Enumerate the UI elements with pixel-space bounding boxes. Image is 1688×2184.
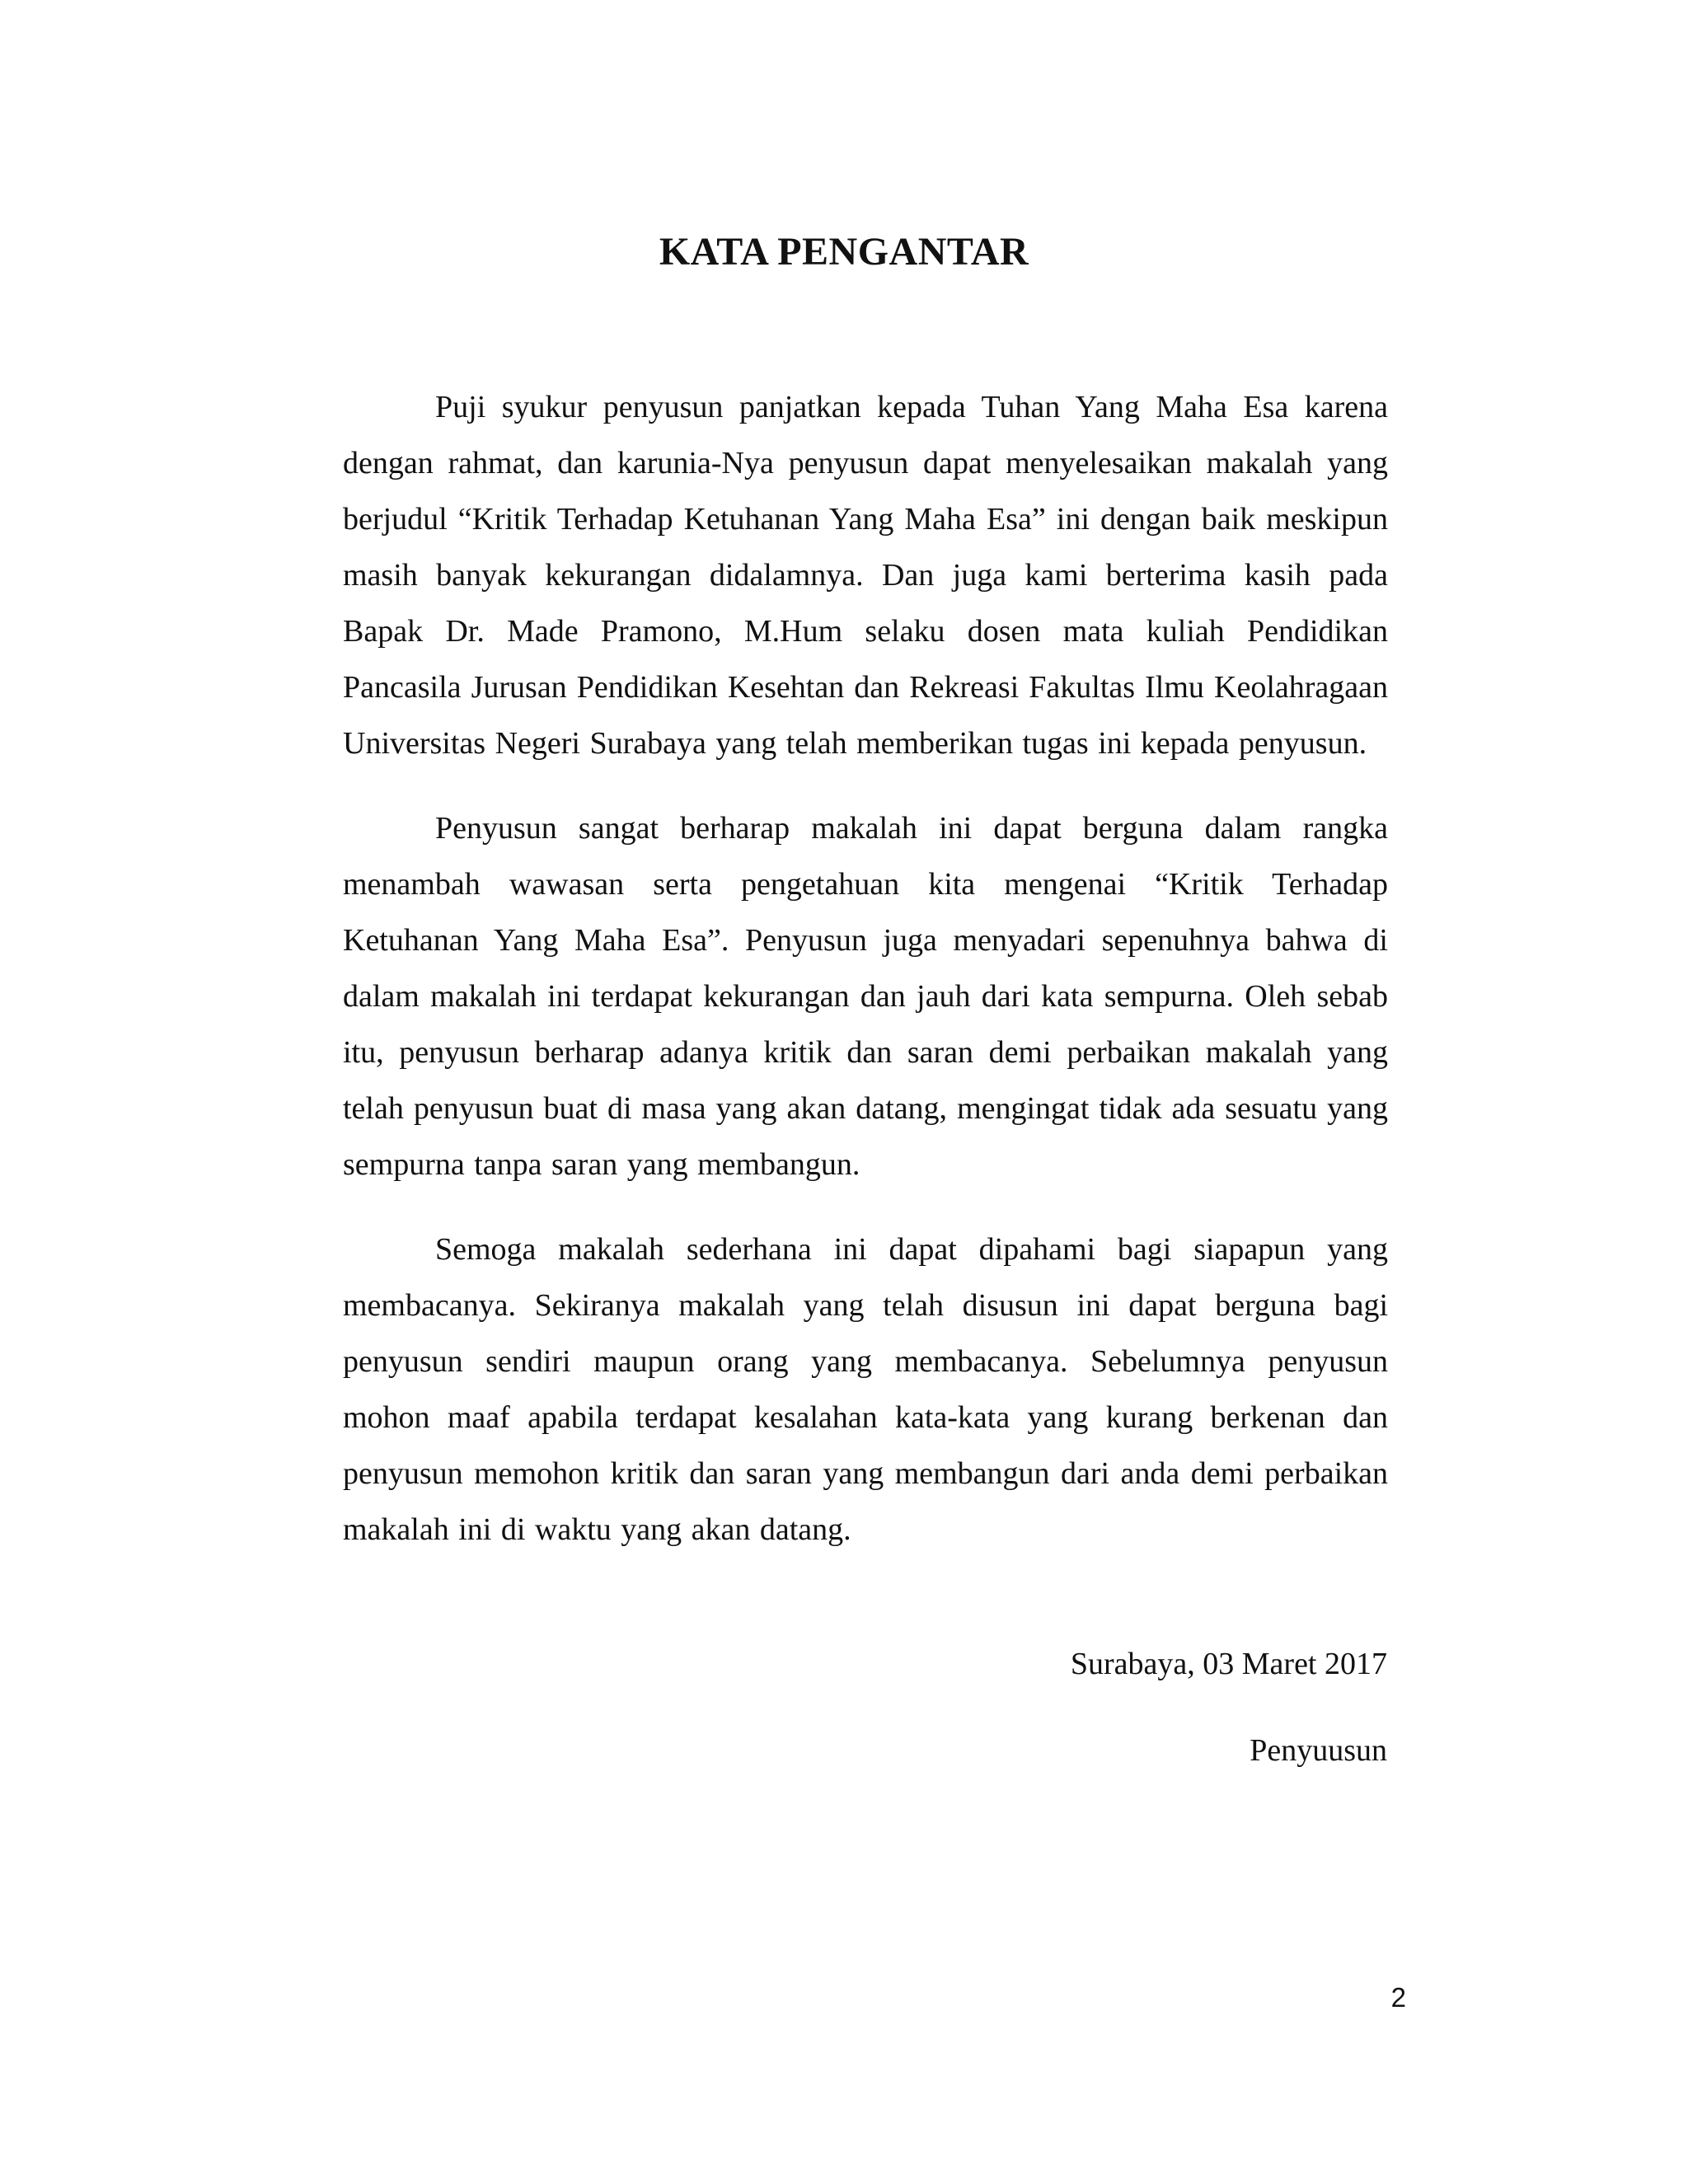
page-title: KATA PENGANTAR: [659, 230, 1029, 274]
paragraph-2: Penyusun sangat berharap makalah ini dapat berguna dalam rangka menambah wawasan serta pengetahuan kita mengenai “Kritik Terhadap Ketuhanan Yang Maha Esa”. Penyusun juga menyadari sepenuhnya bahwa di dalam makalah ini terdapat kekurangan dan jauh dari kata sempurna. Oleh sebab itu, penyusun berharap adanya kritik dan saran demi perbaikan makalah yang telah penyusun buat di masa yang akan datang, mengingat tidak ada sesuatu yang sempurna tanpa saran yang membangun.: [343, 811, 1388, 1182]
closing-author: Penyuusun: [1250, 1733, 1387, 1768]
paragraph-3: Semoga makalah sederhana ini dapat dipahami bagi siapapun yang membacanya. Sekiranya makalah yang telah disusun ini dapat berguna bagi penyusun sendiri maupun orang yang membacanya. Sebelumnya penyusun mohon maaf apabila terdapat kesalahan kata-kata yang kurang berkenan dan penyusun memohon kritik dan saran yang membangun dari anda demi perbaikan makalah ini di waktu yang akan datang.: [343, 1232, 1388, 1547]
closing-place-date: Surabaya, 03 Maret 2017: [1070, 1647, 1387, 1681]
document-body: [343, 379, 1388, 1586]
paragraph-1: Puji syukur penyusun panjatkan kepada Tuhan Yang Maha Esa karena dengan rahmat, dan karunia-Nya penyusun dapat menyelesaikan makalah yang berjudul “Kritik Terhadap Ketuhanan Yang Maha Esa” ini dengan baik meskipun masih banyak kekurangan didalamnya. Dan juga kami berterima kasih pada Bapak Dr. Made Pramono, M.Hum selaku dosen mata kuliah Pendidikan Pancasila Jurusan Pendidikan Kesehtan dan Rekreasi Fakultas Ilmu Keolahragaan Universitas Negeri Surabaya yang telah memberikan tugas ini kepada penyusun.: [343, 390, 1388, 761]
page-number: 2: [1390, 1982, 1406, 2013]
